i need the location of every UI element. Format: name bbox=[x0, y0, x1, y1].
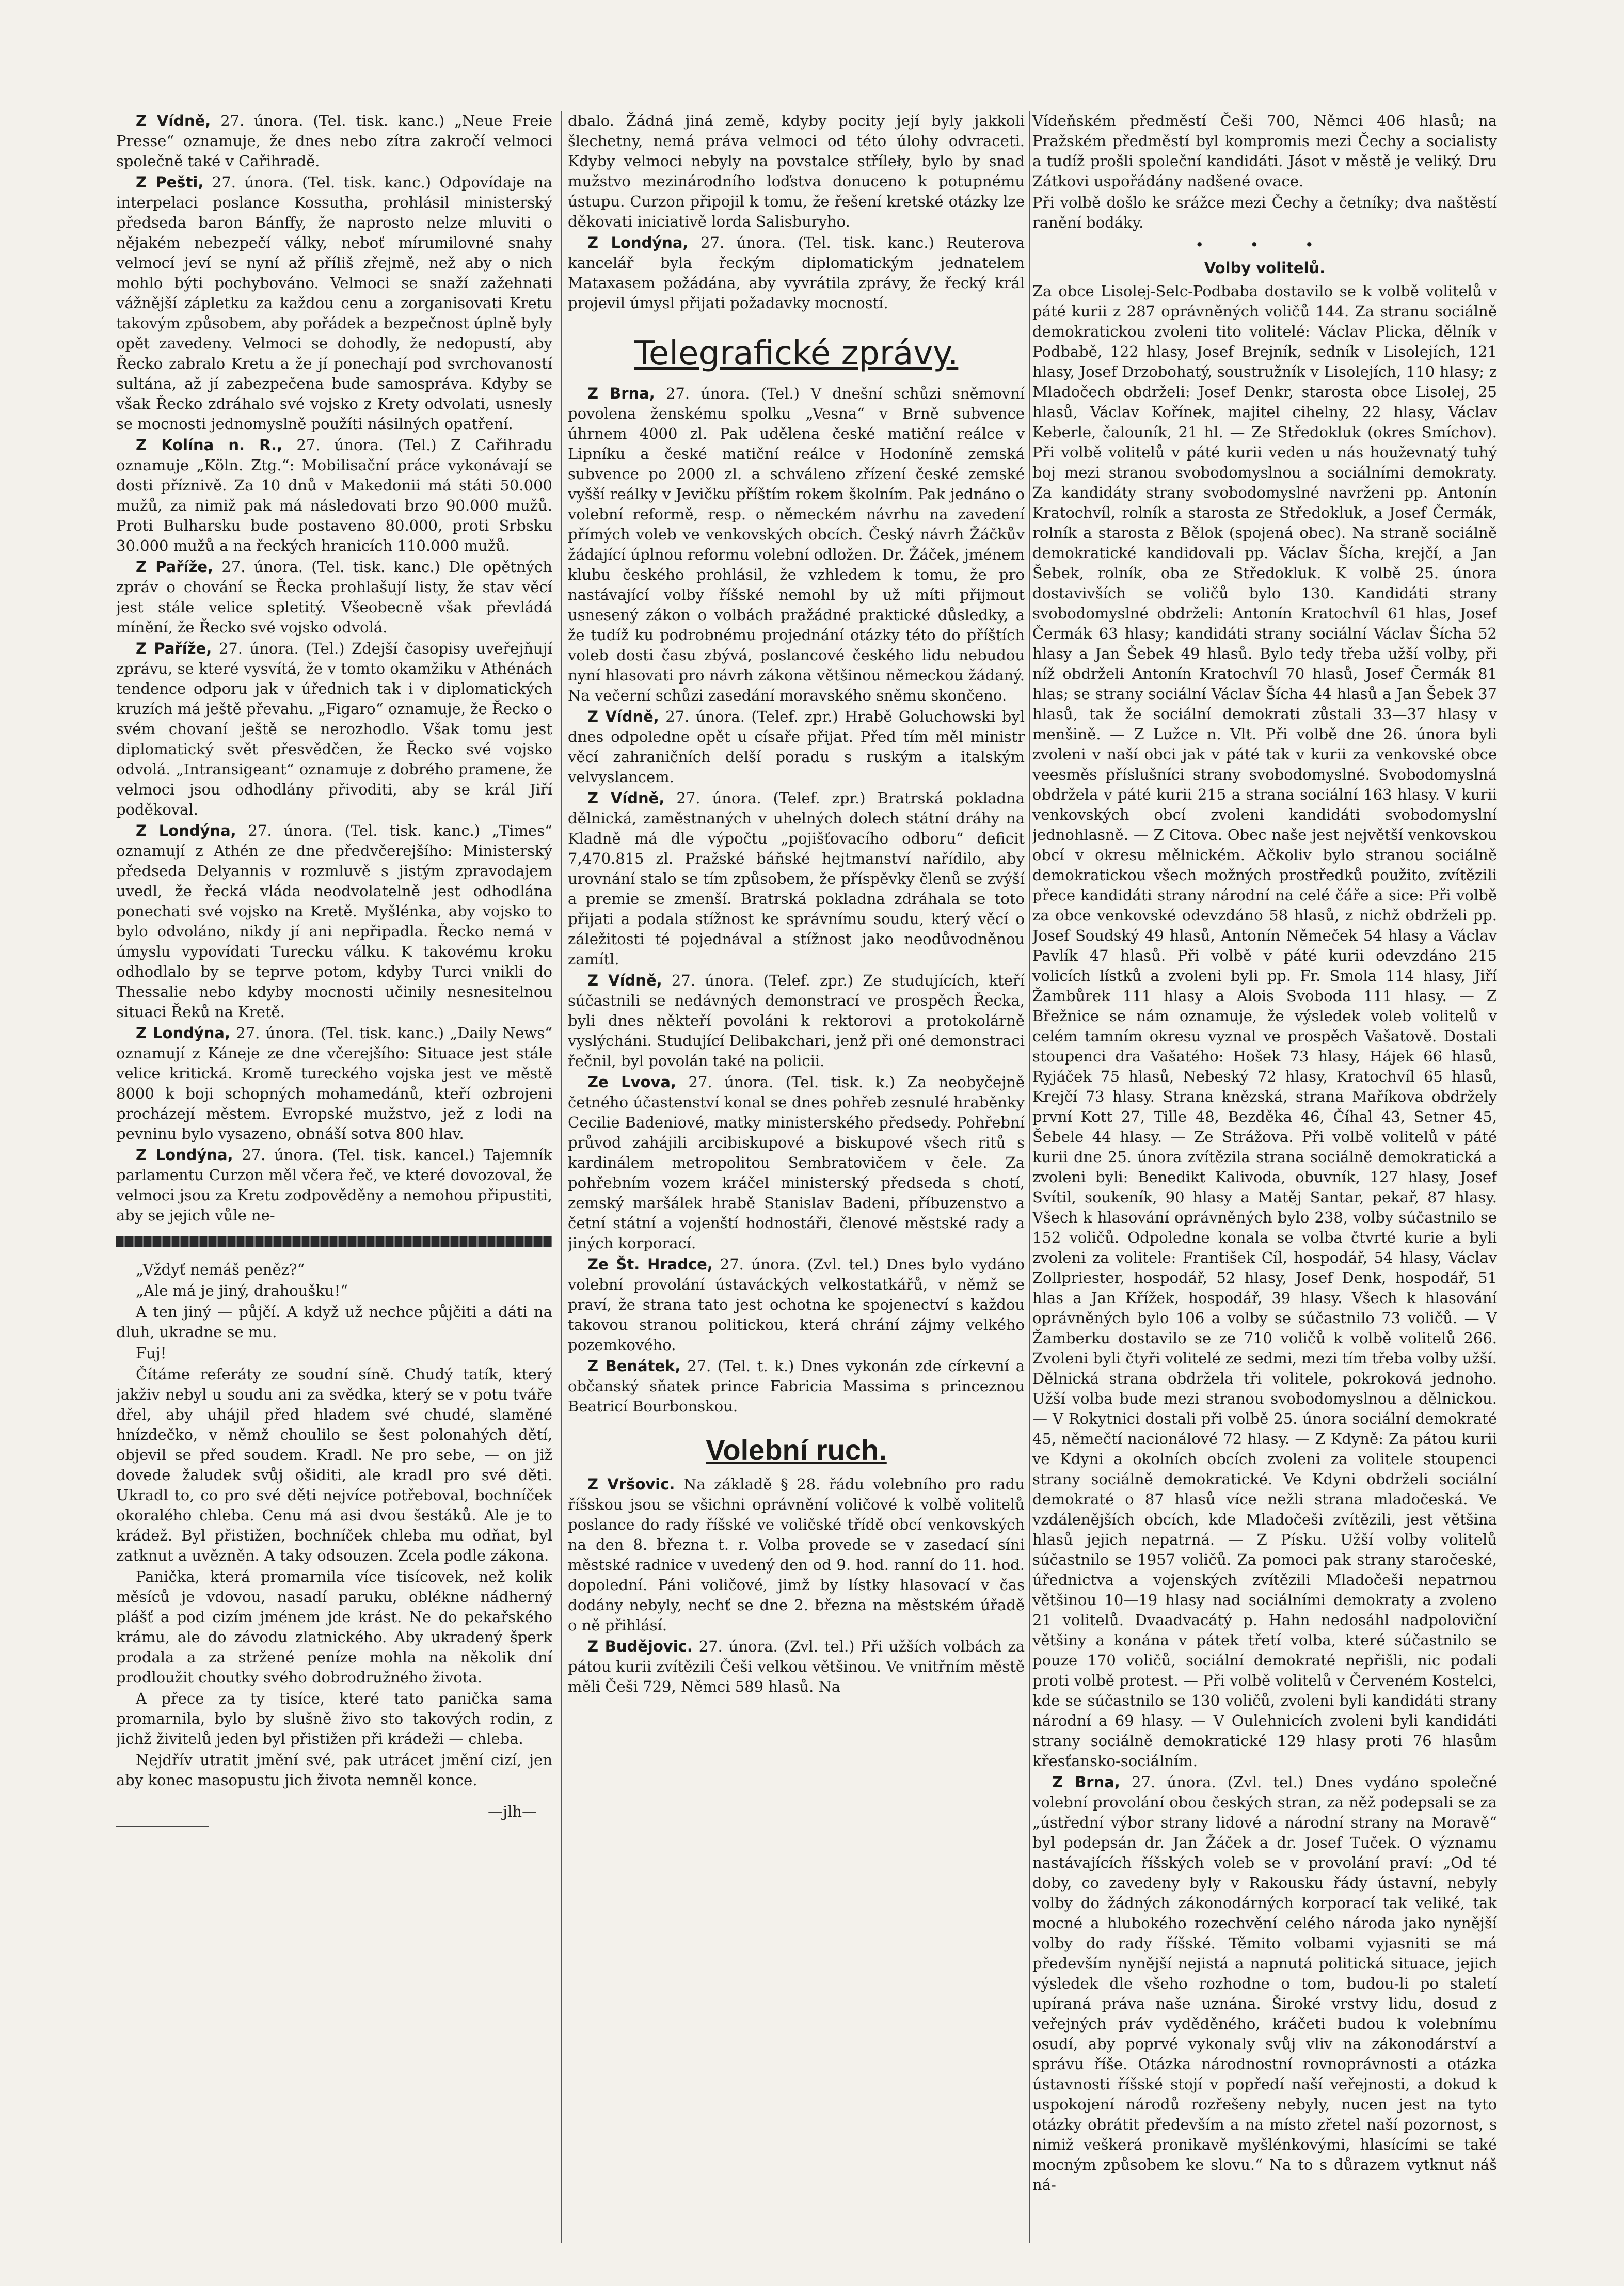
paragraph-text: Při volbě došlo ke srážce mezi Čechy a četníky; dva naštěstí ranění bodáky. bbox=[1032, 194, 1497, 231]
article-paragraph bbox=[116, 172, 552, 434]
dateline: Z Vídně, bbox=[587, 972, 662, 989]
paragraph-text: 27. (Tel. t. k.) Dnes vykonán zde církevní a občanský sňatek prince Fabricia Massima s princeznou Beatricí Bourbonskou. bbox=[568, 1357, 1025, 1415]
paragraph-text: 27. února. (Tel. tisk. kancel.) Tajemník parlamentu Curzon měl včera řeč, ve které dovozoval, že velmoci jsou za Kretu zodpověděny a nemohou připustiti, aby se jejich vůle ne- bbox=[116, 1146, 552, 1224]
news-telegrams bbox=[116, 111, 552, 1226]
article-paragraph bbox=[568, 233, 1025, 313]
section-title-telegraphic-news: Telegrafické zprávy. bbox=[634, 335, 959, 373]
paragraph-text: 27. února. (Tel. tisk. kanc.) „Daily News“ oznamují z Kánejе ze dne včerejšího: Situace jest stále velice kritická. Kromě tureckého vojska jest ve městě 8000 k boji schopných mohamedánů, kteří ozbrojeni procházejí městem. Evropské mužstvo, jež z lodi na pevninu bylo vysazeno, obnáší sotva 800 hlav. bbox=[116, 1024, 552, 1142]
article-paragraph bbox=[1032, 111, 1497, 192]
paragraph-text: 27. února. (Telef. zpr.) Ze studujících, kteří súčastnili se nedávných demonstrací ve prospěch Řecka, byli dnes někteří povoláni k rektorovi a protokolárně vyslýcháni. Studující Delibakchari, jenž při oné demonstraci řečnil, byl povolán také na policii. bbox=[568, 972, 1025, 1070]
paragraph-text: Na základě § 28. řádu volebního pro radu říšskou jsou se všichni oprávnění voličové k volbě volitelů poslance do rady říšské ve voličské třídě obcí venkovských na den 8. března t. r. Volba provede se v zasedací síni městské radnice v uvedený den od 9. hod. ranní do 11. hod. dopolední. Páni voličové, jimž by lístky hlasovací v čas dodány nebyly, nechť se dne 2. března na městském úřadě o ně přihlásí. bbox=[568, 1475, 1025, 1634]
dateline: Z Budějovic. bbox=[587, 1638, 693, 1655]
article-paragraph bbox=[568, 1072, 1025, 1253]
paragraph-text: 27. února. (Tel.) V dnešní schůzi sněmovní povolena ženskému spolku „Vesna“ v Brně subvence úhrnem 4000 zl. Pak udělena české matiční reálce v Lipníku a české matiční reálce v Hodoníně zemská subvence po 2000 zl. a schváleno zřízení české zemské vyšší reálky v Jevičku příštím rokem školním. Pak jednáno o volební reformě, resp. o německém návrhu na zavedení přímých voleb ve venkovských obcích. Český návrh Žáčkův žádající úplnou reformu volební odložen. Dr. Žáček, jménem klubu českého prohlásil, že vzhledem k tomu, že pro nastávající volby říšské nemohl by už míti přijmout usnesený zákon o volbách pražádné praktické důsledky, a že tudíž ku podrobnému projednání otázky této do příštích voleb dosti času zbývá, poslancové českého lidu nebudou nyní hlasovati pro návrh zákona většinou německou žádaný. Na večerní schůzi zasedání moravského sněmu skončeno. bbox=[568, 385, 1025, 704]
dateline: Z Londýna, bbox=[136, 1146, 233, 1164]
article-paragraph bbox=[116, 1364, 552, 1566]
dateline: Z Benátek, bbox=[587, 1357, 681, 1375]
article-paragraph bbox=[568, 971, 1025, 1071]
paragraph-text: Čítáme referáty ze soudní síně. Chudý tatík, který jakživ nebyl u soudu ani za svědka, který se v potu tváře dřel, aby uhájil před hladem své chudé, slaměné hnízdečko, v němž choulilo se šest polonahých dětí, objevil se před soudem. Kradl. Ne pro sebe, — on již dovede žaludek svůj ošiditi, ale kradl pro své děti. Ukradl to, co pro své děti nejvíce potřeboval, bochníček okoralého chleba. Cenu má asi dvou šestáků. Ale je to krádež. Byl přistižen, bochníček chleba mu odňat, byl zatknut a uvězněn. A taky odsouzen. Zcela podle zákona. bbox=[116, 1366, 552, 1564]
ornament-dots: • • • bbox=[1195, 236, 1334, 253]
dateline: Z Vídně, bbox=[136, 112, 211, 130]
paragraph-text: 27. února. (Tel. tisk. kanc.) Dle opětných zpráv o chování se Řecka prohlašují listy, že stav věcí jest stále velice spletitý. Všeobecně však převládá mínění, že Řecko své vojsko odvolá. bbox=[116, 558, 552, 636]
subhead-elector-votes: Volby volitelů. bbox=[1204, 259, 1326, 277]
column-left bbox=[116, 111, 552, 2243]
dateline: Z Londýna, bbox=[136, 1024, 231, 1042]
dateline: Z Vídně, bbox=[587, 789, 665, 807]
paragraph-text: 27. února. (Zvl. tel.) Dnes bylo vydáno volební provolání ústaváckých velkostatkářů, v němž se praví, že strana tato jest ochotna ke spojenectví s každou takovou stranou politickou, která chrání zájmy velkého pozemkového. bbox=[568, 1256, 1025, 1354]
article-paragraph bbox=[1032, 193, 1497, 233]
paragraph-text: A přece za ty tisíce, které tato panička sama promarnila, bylo by slušně živo sto takových rodin, z jichž živitelů jeden byl přistižen při krádeži — chleba. bbox=[116, 1690, 552, 1748]
article-paragraph bbox=[116, 557, 552, 638]
paragraph-text: „Vždyť nemáš peněz?“ bbox=[136, 1261, 305, 1278]
paragraph-text: 27. února. (Tel. tisk. kanc.) „Neue Freie Presse“ oznamuje, že dnes nebo zítra zakročí velmoci společně také v Cařihradě. bbox=[116, 112, 552, 170]
paragraph-text: 27. února. (Tel. tisk. k.) Za neobyčejně četného účastenství konal se dnes pohřeb zesnulé hraběnky Cecilie Badeniové, matky ministerského předsedy. Pohřební průvod zahájili arcibiskupové a biskupové všech ritů s kardinálem metropolitou Sembratovičem v čele. Za pohřebním vozem kráčel ministerský předseda s chotí, zemský maršálek hrabě Stanislav Badeni, příbuzenstvo a četní státní a vojenští hodnostáři, členové městské rady a jiných korporací. bbox=[568, 1073, 1025, 1252]
article-paragraph bbox=[116, 111, 552, 171]
paragraph-text: 27. února. (Tel. tisk. kanc.) Reuterova kancelář byla řeckým diplomatickým jednatelem Mataxasem požádána, aby vyvrátila zprávy, že řecký král projevil úmysl přijati požadavky mocností. bbox=[568, 234, 1025, 312]
paragraph-text: A ten jiný — půjčí. A když už nechce půjčiti a dáti na dluh, ukradne se mu. bbox=[116, 1303, 552, 1341]
article-paragraph bbox=[116, 1750, 552, 1790]
election-continuation bbox=[1032, 111, 1497, 233]
paragraph-text: Za obce Lisolej-Selc-Podbaba dostavilo se k volbě volitelů v páté kurii z 287 oprávněných voličů 144. Za stranu sociálně demokratickou zvoleni tito volitelé: Václav Plicka, dělník v Podbabě, 122 hlasy, Josef Brejník, sedník v Lisolejích, 121 hlasy, Josef Drzobohatý, soustružník v Lisolejích, 110 hlasy; z Mladočech obdrželi: Josef Denkr, starosta obce Lisolej, 25 hlasů, Václav Kořínek, majitel cihelny, 22 hlasy, Václav Keberle, čalouník, 21 hl. — Ze Středokluk (okres Smíchov). Při volbě volitelů v páté kurii veden u nás houževnatý tuhý boj mezi stranou svobodomyslnou a sociálními demokraty. Za kandidáty strany svobodomyslné navrženi pp. Antonín Kratochvíl, rolník a starosta ze Středokluk, a Josef Čermák, rolník a starosta z Bělok (spojená obec). Na straně sociálně demokratické kandidovali pp. Václav Šícha, krejčí, a Jan Šebek, rolník, oba ze Středokluk. K volbě 25. února dostavivších se voličů bylo 130. Kandidáti strany svobodomyslné obdrželi: Antonín Kratochvíl 61 hlas, Josef Čermák 63 hlasy; kandidáti strany sociální Václav Šícha 52 hlasy a Jan Šebek 49 hlasů. Bylo tedy třeba užší volby, při níž obdrželi Antonín Kratochvíl 70 hlasů, Josef Čermák 81 hlas; se strany sociální Václav Šícha 44 hlasů a Jan Šebek 37 hlasů, tak že sociální demokrati zůstali 33—37 hlasy v menšině. — Z Lužce n. Vlt. Při volbě dne 26. února byli zvoleni v naší obci jak v páté tak v kurii za venkovské obce veesměs příslušníci strany svobodomyslné. Svobodomyslná obdržela v páté kurii 215 a strana sociální 163 hlasy. V kurii venkovských obcí zvoleni kandidáti svobodomyslní jednohlasně. — Z Citova. Obec naše jest největší venkovskou obcí v okresu mělnickém. Ačkoliv bylo stranou sociálně demokratickou všech možných prostředků použito, zvítězili přece kandidáti strany národní na celé čáře a sice: Při volbě za obce venkovské odevzdáno 58 hlasů, z nichž obdrželi pp. Josef Soudský 49 hlasů, Antonín Němeček 54 hlasy a Václav Pavlík 47 hlasů. Při volbě v páté kurii odevzdáno 215 volicích lístků a zvoleni byli pp. Fr. Smola 114 hlasy, Jiří Žambůrek 111 hlasy a Alois Svoboda 111 hlasy. — Z Břežnice se nám oznamuje, že výsledek voleb volitelů v celém tamním okresu vyznal ve prospěch Vašatově. Dostali stoupenci dra Vašatého: Hošek 73 hlasy, Hájek 66 hlasů, Ryjáček 75 hlasů, Nebeský 72 hlasy, Kratochvíl 65 hlasů, Krejčí 73 hlasy. Strana knězská, strana Maříkova obdržely první Kott 27, Tille 48, Bezděka 46, Číhal 43, Setner 45, Šebele 44 hlasy. — Ze Strážova. Při volbě volitelů v páté kurii dne 25. února zvítězila strana sociálně demokratická a zvoleni byli: Benedikt Kalivoda, obuvník, 127 hlasy, Josef Svítil, soukeník, 90 hlasy a Matěj Santar, pekař, 87 hlasy. Všech k hlasování oprávněných bylo 238, volby súčastnilo se 152 voličů. Odpoledne konala se volba čtvrté kurie a byli zvoleni za volitele: František Cíl, hospodář, 54 hlasy, Václav Zollpriester, hospodář, 52 hlasy, Josef Denk, hospodář, 51 hlas a Jan Křížek, hospodář, 39 hlasy. Všech k hlasování oprávněných bylo 106 a volby se súčastnilo 73 voličů. — V Žamberku dostavilo se ze 710 voličů k volbě volitelů 266. Zvoleni byli čtyři volitelé ze sedmi, mezi tím třeba volby užší. Dělnická strana obdržela tři volitele, pokroková jednoho. Užší volba bude mezi stranou svobodomyslnou a dělnickou. — V Rokytnici dostali při volbě 25. února sociální demokraté 45, němečtí nacionálové 72 hlasy. — Z Kdyně: Za pátou kurii ve Kdyni a okolních obcích zvoleni za volitele stoupenci strany sociálně demokratické. Ve Kdyni obdrželi sociální demokraté o 87 hlasů více nežli strana mladočeská. Ve vzdálenějších obcích, kde Mladočeši zvítězili, jest většina hlasů jejich nepatrná. — Z Písku. Užší volby volitelů súčastnilo se 1957 voličů. Za pomoci pak strany staročeské, úřednictva a vojenských zvítězili Mladočeši nepatrnou většinou 10—19 hlasy nad sociálními demokraty a zvoleno 21 volitelů. Dvaadvacátý p. Hahn nedosáhl nadpoloviční většiny a konána v pátek třetí volba, které súčastnilo se pouze 170 voličů, sociální demokraté nepřišli, nic podali proti volbě protest. — Při volbě volitelů v Červeném Kostelci, kde se súčastnilo se 130 voličů, zvoleni byli kandidáti strany národní a 69 hlasy. — V Oulehnicích zvoleni byli kandidáti strany sociálně demokratické 129 hlasy proti 76 hlasům křesťansko-sociálním. bbox=[1032, 282, 1497, 1770]
dateline: Ze Lvova, bbox=[587, 1073, 676, 1091]
article-paragraph bbox=[116, 821, 552, 1022]
article-paragraph bbox=[1032, 281, 1497, 1771]
election-news bbox=[568, 1474, 1025, 1697]
paragraph-text: Vídeňském předměstí Češi 700, Němci 406 hlasů; na Pražském předměstí byl kompromis mezi Čechy a socialisty a tudíž prošli společní kandidáti. Jásot v městě je veliký. Dru Zátkovi uspořádány nadšené ovace. bbox=[1032, 112, 1497, 190]
column-middle bbox=[568, 111, 1025, 2243]
section-title-election: Volební ruch. bbox=[706, 1434, 887, 1466]
paragraph-text: 27. února. (Tel.) Zdejší časopisy uveřejňují zprávu, se které vysvítá, že v tomto okamžiku v Athénách tendence odporu jak v úřednich tak i v diplomatických kruzích má ještě převahu. „Figaro“ oznamuje, že Řecko o svém chovaní ještě se nerozhodlo. Však tomu jest diplomatický svět přesvědčen, že Řecko své vojsko odvolá. „Intransigeant“ oznamuje z dobrého pramene, že velmoci jsou odhodlány přivoditi, aby se král Jiří poděkoval. bbox=[116, 640, 552, 818]
article-paragraph bbox=[116, 639, 552, 820]
feuilleton bbox=[116, 1260, 552, 1790]
article-paragraph bbox=[116, 1281, 552, 1301]
article-paragraph bbox=[116, 1145, 552, 1226]
dateline: Z Pešti, bbox=[136, 173, 204, 191]
dateline: Z Paříže, bbox=[136, 558, 214, 576]
paragraph-text: Fuj! bbox=[136, 1344, 167, 1362]
paragraph-text: dbalo. Žádná jiná země, kdyby pocity její byly jakkoli šlechetny, nemá práva velmoci od této úlohy odvraceti. Kdyby velmoci nebyly na povstalce stříleły, bylo by snad mužstvo mezinárodního loďstva donuceno k potupnému ústupu. Curzon připojil k tomu, že řešení kretské otázky lze děkovati iniciativě lorda Salisburyho. bbox=[568, 112, 1025, 230]
paragraph-text: 27. února. (Tel. tisk. kanc.) Odpovídaje na interpelaci poslance Kossutha, prohlásil ministerský předseda baron Bánffy, že naprosto nelze mluviti o nějakém nebezpečí války, neboť mírumilovné snahy velmocí jeví se nyní až příliš zřejmě, než aby o nich mohlo býti pochybováno. Velmoci se snaží zažehnati vážnější zápletku za každou cenu a zorganisovati Kretu takovým způsobem, aby pořádek a bezpečnost úplně byly opět zavedeny. Velmoci se dohodly, že nedopustí, aby Řecko zabralo Kretu a že jí ponechají pod svrchovaností sultána, až jí zabezpečena bude samospráva. Kdyby se však Řecko zdráhalo své vojsko z Krety odvolati, usnesly se mocnosti jednomyslně použíti násilných opatření. bbox=[116, 173, 552, 433]
dateline: Z Vršovic. bbox=[587, 1475, 675, 1493]
dateline: Z Brna, bbox=[1052, 1773, 1120, 1791]
end-rule bbox=[116, 1826, 209, 1827]
paragraph-text: 27. února. (Telef. zpr.) Hrabě Goluchowski byl dnes odpoledne opět u císaře přijat. Před tím měl ministr věcí zahraničních delší poradu s ruským a italským velvyslancem. bbox=[568, 708, 1025, 786]
paragraph-text: Nejdřív utratit jmění své, pak utrácet jmění cizí, jen aby konec masopustu jich života nemněl konce. bbox=[116, 1751, 552, 1789]
dateline: Z Vídně, bbox=[587, 708, 659, 725]
article-paragraph bbox=[116, 435, 552, 556]
paragraph-text: Panička, která promarnila více tisícovek, než kolik měsíců je vdovou, nasadí paruku, oblékne nádherný plášť a pod cizím jménem jde krást. Ne do pekařského krámu, ale do závodu zlatnického. Aby ukradený šperk prodala a za stržené peníze mohla na několik dní prodloužit choutky svého dobrodružného života. bbox=[116, 1568, 552, 1686]
feuilleton-separator bbox=[116, 1236, 552, 1247]
paragraph-text: 27. února. (Tel. tisk. kanc.) „Times“ oznamují z Athén ze dne předvčerejšího: Ministerský předseda Delyannis v rozmluvě s jistým zpravodajem uvedl, že řecká vláda neodvolatelně jest odhodlána ponechati své vojsko na Kretě. Myšlénka, aby vojsko to bylo odvoláno, nikdy jí ani nepřipadla. Řecko nemá v úmyslu vypovídati Turecku válku. K takovému kroku odhodlalo by se teprve potom, kdyby Turci vnikli do Thessalie nebo kdyby mocnosti učinily nesnesitelnou situaci Řeků na Kretě. bbox=[116, 822, 552, 1021]
article-paragraph bbox=[568, 1474, 1025, 1636]
election-results bbox=[1032, 281, 1497, 2195]
article-paragraph bbox=[116, 1689, 552, 1749]
column-rule bbox=[561, 111, 562, 2243]
article-paragraph bbox=[568, 111, 1025, 232]
news-continuation bbox=[568, 111, 1025, 313]
article-paragraph bbox=[116, 1023, 552, 1144]
article-paragraph bbox=[116, 1343, 552, 1363]
article-paragraph bbox=[116, 1567, 552, 1688]
article-paragraph bbox=[568, 1356, 1025, 1417]
paragraph-text: 27. února. (Telef. zpr.) Bratrská pokladna dělnická, zaměstnaných v uhelných dolech státní dráhy na Kladně má dle výpočtu „pojišťovacího odboru“ deficit 7,470.815 zl. Pražské báňské hejtmanství nařídilo, aby urovnání stalo se tím způsobem, že příspěvky členů se zvýší a premie se zmenší. Bratrská pokladna zdráhala se toto přijati a podala stížnost ke správnímu soudu, který věcí o záležitosti té pojednával a stížnost jako neodůvodněnou zamítl. bbox=[568, 789, 1025, 968]
column-rule bbox=[1029, 111, 1030, 2243]
signature: —jlh— bbox=[488, 1803, 537, 1820]
paragraph-text: „Ale má je jiný, drahoušku!“ bbox=[136, 1282, 348, 1299]
article-paragraph bbox=[568, 1637, 1025, 1697]
dateline: Ze Št. Hradce, bbox=[587, 1256, 713, 1273]
dateline: Z Londýna, bbox=[136, 822, 236, 839]
dateline: Z Brna, bbox=[587, 385, 655, 402]
article-paragraph bbox=[1032, 1772, 1497, 2195]
paragraph-text: 27. února. (Zvl. tel.) Dnes vydáno společné volební provolání obou českých stran, za něž podepsali se za „ústřední výbor strany lidové a národní strany na Moravě“ byl podepsán dr. Jan Žáček a dr. Josef Tuček. O významu nastávajících říšských voleb se v provolání praví: „Od té doby, co zavedeny byly v Rakousku řády ústavní, nebyly volby do žádných zákonodárných korporací tak veliké, tak mocné a hlubokého rozechvění celého národa jako nynější volby do rady říšské. Těmito volbami vyjasniti se má především nynější nejistá a napnutá politická situace, jejich výsledek dle všeho rozhodne o tom, budou-li po staletí upíraná práva naše uznána. Široké vrstvy lidu, dosud z veřejných práv vyděděného, kráčeti budou k volebnímu osudí, aby poprvé vykonaly svůj vliv na zákonodárství a správu říše. Otázka národnostní rovnoprávnosti a otázka ústavnosti říšské stojí v popředí naší veřejnosti, a dokud k uspokojení národů rozřešeny nebyly, nucen jest na tyto otázky obrátit především a na místo zřetel naší pozornost, s nimiž veškerá pronikavě myšlénkovými, hlasícími se také mocným způsobem ke slovu.“ Na to s důrazem vytknut náš ná- bbox=[1032, 1773, 1497, 2194]
telegraphic-news bbox=[568, 384, 1025, 1417]
article-paragraph bbox=[568, 788, 1025, 970]
paragraph-text: 27. února. (Tel.) Z Cařihradu oznamuje „Köln. Ztg.“: Mobilisační práce vykonávají se dosti příznivě. Za 10 dnů v Makedonii má státi 50.000 mužů, za nimiž pak má následovati brzo 90.000 mužů. Proti Bulharsku bude postaveno 80.000, proti Srbsku 30.000 mužů a na řeckých hranicích 110.000 mužů. bbox=[116, 436, 552, 554]
paragraph-text: 27. února. (Zvl. tel.) Při užších volbách za pátou kurii zvítězili Češi velkou většinou. Ve vnitřním městě měli Češi 729, Němci 589 hlasů. Na bbox=[568, 1638, 1025, 1695]
dateline: Z Londýna, bbox=[587, 234, 689, 251]
column-right bbox=[1032, 111, 1497, 2243]
article-paragraph bbox=[568, 384, 1025, 706]
article-paragraph bbox=[568, 1255, 1025, 1355]
dateline: Z Paříže, bbox=[136, 640, 212, 657]
article-paragraph bbox=[116, 1302, 552, 1342]
article-paragraph bbox=[116, 1260, 552, 1280]
dateline: Z Kolína n. R., bbox=[136, 436, 283, 454]
article-paragraph bbox=[568, 707, 1025, 787]
